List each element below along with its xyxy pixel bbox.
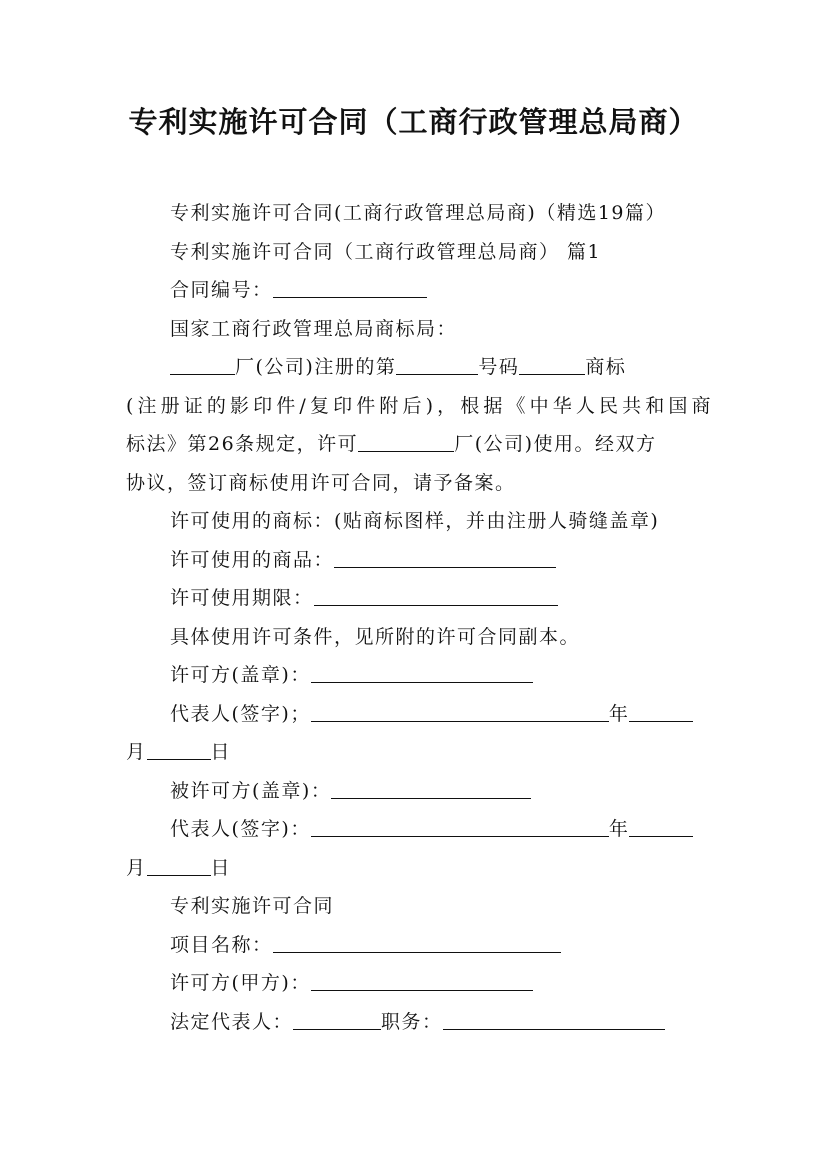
line-period bbox=[126, 579, 711, 618]
text: 专利实施许可合同(工商行政管理总局商)（精选19篇） bbox=[170, 202, 667, 224]
blank-field[interactable] bbox=[358, 433, 454, 452]
label: 许可使用期限： bbox=[170, 587, 314, 609]
line-project-name bbox=[126, 926, 711, 965]
line-trademark bbox=[126, 502, 711, 541]
line-paragraph-2 bbox=[126, 387, 711, 426]
blank-field[interactable] bbox=[334, 549, 556, 568]
label: 被许可方(盖章)： bbox=[170, 779, 332, 802]
text: 日 bbox=[210, 741, 232, 763]
label: 代表人(签字)： bbox=[170, 818, 311, 840]
line-conditions bbox=[126, 618, 711, 657]
label: 代表人(签字)； bbox=[170, 702, 311, 725]
blank-field[interactable] bbox=[147, 741, 211, 760]
label: 项目名称： bbox=[170, 933, 273, 956]
text: 商标 bbox=[585, 356, 627, 378]
line-paragraph-3 bbox=[126, 425, 711, 464]
text: 日 bbox=[210, 856, 232, 879]
line-goods bbox=[126, 541, 711, 580]
line-addressee bbox=[126, 310, 711, 349]
label: 职务： bbox=[381, 1010, 443, 1033]
blank-field[interactable] bbox=[311, 972, 533, 991]
text: 标法》第26条规定，许可 bbox=[126, 433, 359, 455]
text: 月 bbox=[126, 741, 147, 763]
line-date-1 bbox=[126, 733, 711, 772]
blank-field[interactable] bbox=[629, 703, 693, 722]
blank-field[interactable] bbox=[314, 587, 558, 606]
text: 厂(公司)注册的第 bbox=[235, 356, 397, 378]
text: 号码 bbox=[478, 356, 520, 378]
label: 许可方(甲方)： bbox=[170, 972, 311, 994]
line-licensor-party-a bbox=[126, 964, 711, 1003]
blank-field[interactable] bbox=[311, 703, 609, 722]
text: 年 bbox=[608, 818, 630, 840]
line-date-2 bbox=[126, 849, 711, 888]
line-legal-representative bbox=[126, 1003, 711, 1042]
line-paragraph-1 bbox=[126, 348, 711, 387]
label: 许可使用的商品： bbox=[170, 548, 335, 571]
text: 年 bbox=[608, 702, 630, 725]
blank-field[interactable] bbox=[293, 1011, 381, 1030]
blank-field[interactable] bbox=[170, 356, 235, 375]
blank-field[interactable] bbox=[443, 1011, 665, 1030]
label: 法定代表人： bbox=[170, 1010, 294, 1033]
line-contract-number bbox=[126, 271, 711, 310]
text: 专利实施许可合同（工商行政管理总局商） 篇1 bbox=[170, 240, 602, 263]
line-section-heading bbox=[126, 233, 711, 272]
label: 许可方(盖章)： bbox=[170, 664, 311, 686]
text: 国家工商行政管理总局商标局： bbox=[170, 317, 458, 340]
line-paragraph-4 bbox=[126, 464, 711, 503]
blank-field[interactable] bbox=[331, 780, 531, 799]
line-representative-2 bbox=[126, 810, 711, 849]
text: 专利实施许可合同 bbox=[170, 895, 335, 917]
label: 合同编号： bbox=[170, 279, 273, 301]
blank-field[interactable] bbox=[396, 356, 478, 375]
line-representative-1 bbox=[126, 695, 711, 734]
text: 协议，签订商标使用许可合同，请予备案。 bbox=[126, 471, 516, 494]
blank-field[interactable] bbox=[311, 818, 609, 837]
blank-field[interactable] bbox=[519, 356, 585, 375]
document-body bbox=[126, 194, 711, 1041]
line-patent-heading bbox=[126, 887, 711, 926]
blank-field[interactable] bbox=[273, 934, 561, 953]
blank-field[interactable] bbox=[311, 664, 533, 683]
document-title: 专利实施许可合同（工商行政管理总局商） bbox=[128, 105, 699, 139]
text: 具体使用许可条件，见所附的许可合同副本。 bbox=[170, 625, 581, 648]
line-licensee-seal bbox=[126, 772, 711, 811]
text: 厂(公司)使用。经双方 bbox=[454, 433, 657, 455]
blank-field[interactable] bbox=[629, 818, 693, 837]
text: 月 bbox=[126, 856, 147, 879]
text: (注册证的影印件/复印件附后)，根据《中华人民共和国商 bbox=[126, 394, 711, 417]
text: 许可使用的商标：(贴商标图样，并由注册人骑缝盖章) bbox=[170, 510, 660, 532]
line-licensor-seal bbox=[126, 656, 711, 695]
blank-field[interactable] bbox=[147, 857, 211, 876]
blank-field[interactable] bbox=[273, 279, 427, 298]
line-subtitle bbox=[126, 194, 711, 233]
